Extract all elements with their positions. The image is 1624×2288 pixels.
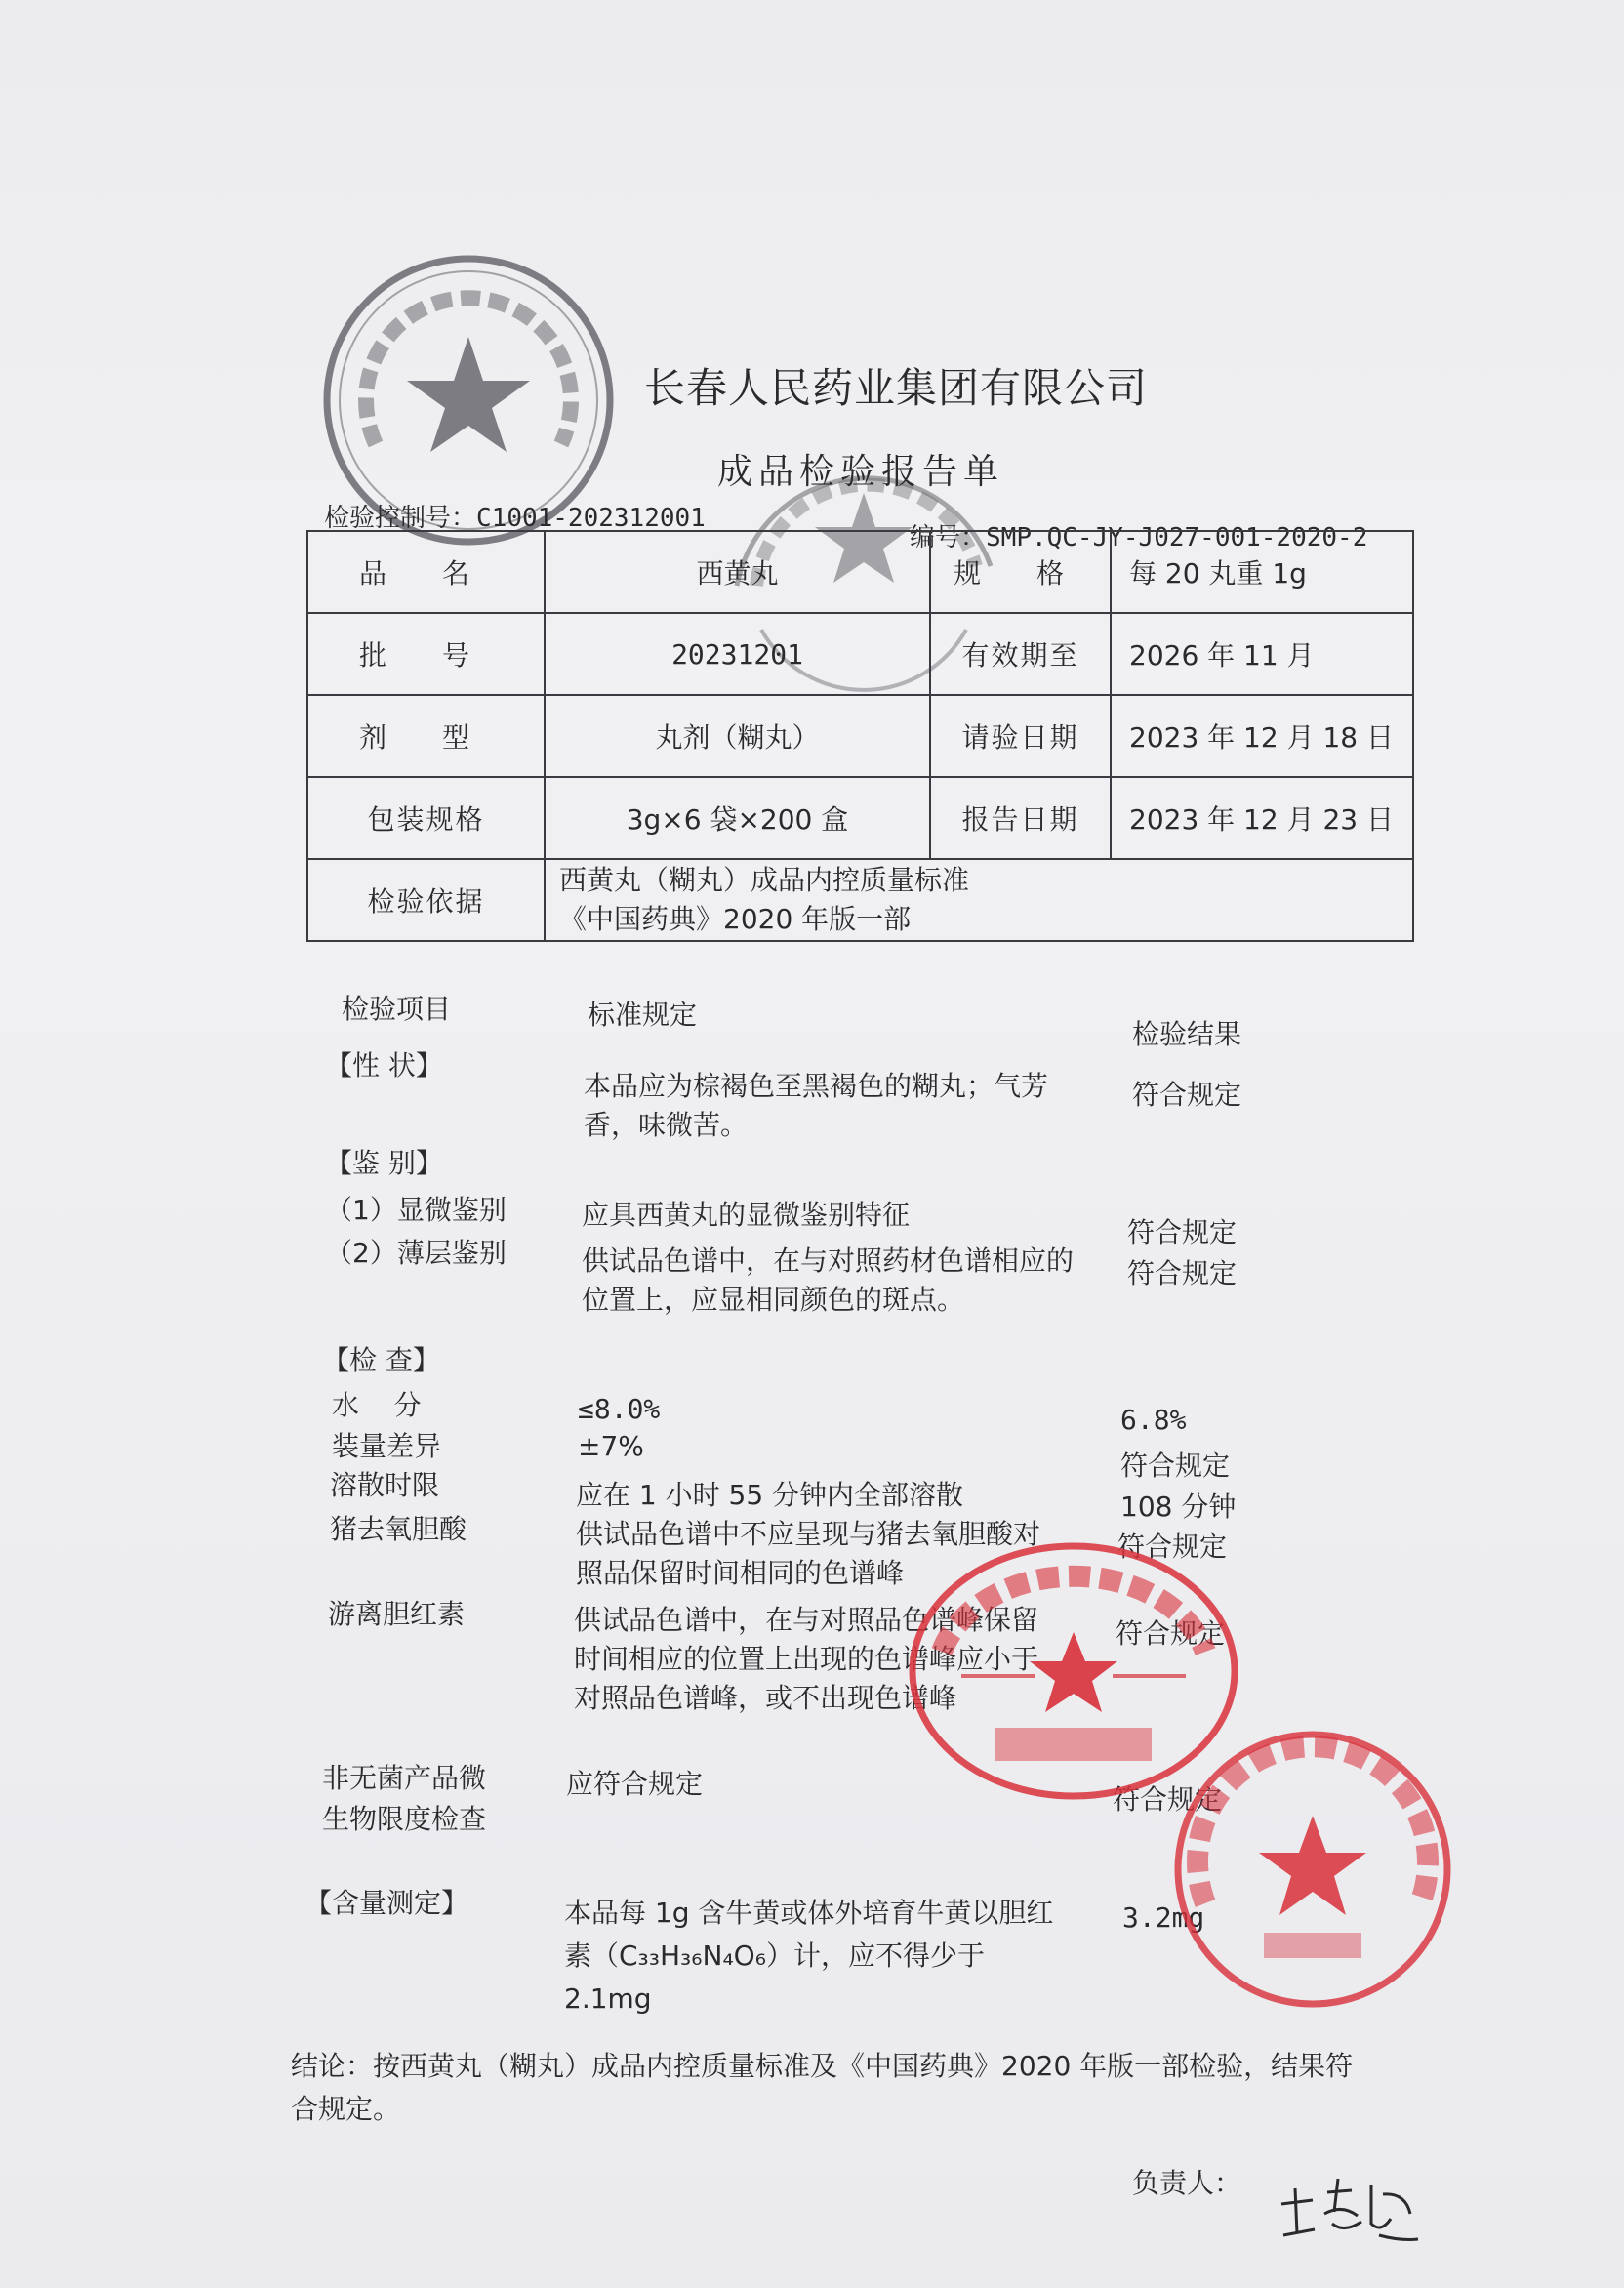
table-row bbox=[307, 777, 1413, 859]
col-item-header: 检验项目 bbox=[342, 993, 452, 1025]
section-appearance-title: 【性 状】 bbox=[325, 1049, 443, 1082]
dosage-form: 丸剂（糊丸） bbox=[545, 695, 930, 777]
red-seal-quality-right bbox=[1166, 1728, 1459, 2011]
bilirubin-item: 游离胆红素 bbox=[328, 1598, 466, 1630]
micro-id-result: 符合规定 bbox=[1127, 1216, 1238, 1248]
code-label: 编号： bbox=[910, 523, 987, 552]
micro-id-standard: 应具西黄丸的显微鉴别特征 bbox=[582, 1199, 911, 1231]
product-spec: 每 20 丸重 1g bbox=[1111, 531, 1413, 613]
conclusion: 结论：按西黄丸（糊丸）成品内控质量标准及《中国药典》2020 年版一部检验，结果符合规定。 bbox=[291, 2050, 1354, 2125]
product-name: 西黄丸 bbox=[545, 531, 930, 613]
table-row bbox=[307, 613, 1413, 695]
control-value: C1001-202312001 bbox=[476, 504, 706, 533]
assay-standard: 本品每 1g 含牛黄或体外培育牛黄以胆红素（C₃₃H₃₆N₄O₆）计，应不得少于 2.1mg bbox=[564, 1897, 1054, 2015]
microbial-standard: 应符合规定 bbox=[566, 1768, 704, 1800]
fill-item: 装量差异 bbox=[332, 1430, 442, 1462]
microbial-result: 符合规定 bbox=[1113, 1783, 1223, 1816]
fill-standard: ±7% bbox=[578, 1430, 644, 1462]
hdca-result: 符合规定 bbox=[1117, 1531, 1228, 1563]
request-date: 2023 年 12 月 18 日 bbox=[1111, 695, 1413, 777]
dissolve-standard: 应在 1 小时 55 分钟内全部溶散 bbox=[576, 1479, 964, 1511]
water-standard: ≤8.0% bbox=[578, 1393, 661, 1425]
expiry-date: 2026 年 11 月 bbox=[1111, 613, 1413, 695]
tlc-id-item: （2）薄层鉴别 bbox=[325, 1237, 507, 1269]
control-label: 检验控制号： bbox=[324, 504, 477, 533]
report-title: 成品检验报告单 bbox=[717, 452, 1005, 492]
package-spec: 3g×6 袋×200 盒 bbox=[545, 777, 930, 859]
table-row bbox=[307, 859, 1413, 941]
dissolve-result: 108 分钟 bbox=[1120, 1491, 1237, 1523]
section-assay-title: 【含量测定】 bbox=[304, 1887, 469, 1919]
hdca-item: 猪去氧胆酸 bbox=[330, 1513, 467, 1545]
dissolve-item: 溶散时限 bbox=[330, 1469, 440, 1501]
form-label: 剂 型 bbox=[307, 695, 545, 777]
micro-id-item: （1）显微鉴别 bbox=[325, 1194, 507, 1226]
basis-cell bbox=[545, 859, 1413, 941]
appearance-result: 符合规定 bbox=[1132, 1079, 1242, 1111]
name-label: 品 名 bbox=[307, 531, 545, 613]
appearance-standard: 本品应为棕褐色至黑褐色的糊丸；气芳香，味微苦。 bbox=[584, 1070, 1049, 1141]
col-standard-header: 标准规定 bbox=[588, 999, 698, 1031]
table-row bbox=[307, 531, 1413, 613]
report-date: 2023 年 12 月 23 日 bbox=[1111, 777, 1413, 859]
company-name: 长春人民药业集团有限公司 bbox=[644, 364, 1149, 412]
tlc-id-result: 符合规定 bbox=[1127, 1257, 1238, 1289]
basis-label: 检验依据 bbox=[307, 859, 545, 941]
request-date-label: 请验日期 bbox=[930, 695, 1111, 777]
code-value: SMP.QC-JY-J027-001-2020-2 bbox=[986, 523, 1368, 552]
handwritten-signature bbox=[1274, 2165, 1420, 2253]
batch-label: 批 号 bbox=[307, 613, 545, 695]
water-item: 水 分 bbox=[332, 1389, 422, 1421]
spec-label: 规 格 bbox=[930, 531, 1111, 613]
basis-line-2: 《中国药典》2020 年版一部 bbox=[559, 903, 912, 935]
table-row bbox=[307, 695, 1413, 777]
control-number bbox=[324, 498, 706, 534]
microbial-item-line-1: 非无菌产品微 bbox=[322, 1762, 487, 1794]
product-info-table bbox=[306, 530, 1414, 942]
bilirubin-standard: 供试品色谱中，在与对照品色谱峰保留时间相应的位置上出现的色谱峰应小于对照品色谱峰，或不出现色谱峰 bbox=[574, 1604, 1039, 1714]
basis-line-1: 西黄丸（糊丸）成品内控质量标准 bbox=[559, 864, 970, 896]
section-inspection-title: 【检 查】 bbox=[322, 1344, 440, 1376]
assay-result: 3.2mg bbox=[1122, 1901, 1205, 1934]
expiry-label: 有效期至 bbox=[930, 613, 1111, 695]
water-result: 6.8% bbox=[1120, 1404, 1187, 1436]
tlc-id-standard: 供试品色谱中，在与对照药材色谱相应的位置上，应显相同颜色的斑点。 bbox=[582, 1245, 1075, 1316]
signer-label: 负责人： bbox=[1132, 2167, 1242, 2199]
package-label: 包装规格 bbox=[307, 777, 545, 859]
microbial-item-line-2: 生物限度检查 bbox=[322, 1803, 487, 1835]
report-date-label: 报告日期 bbox=[930, 777, 1111, 859]
section-identification-title: 【鉴 别】 bbox=[325, 1147, 443, 1179]
batch-number: 20231201 bbox=[545, 613, 930, 695]
col-result-header: 检验结果 bbox=[1132, 1018, 1242, 1050]
hdca-standard: 供试品色谱中不应呈现与猪去氧胆酸对照品保留时间相同的色谱峰 bbox=[576, 1518, 1041, 1589]
fill-result: 符合规定 bbox=[1120, 1450, 1231, 1482]
bilirubin-result: 符合规定 bbox=[1116, 1617, 1226, 1650]
